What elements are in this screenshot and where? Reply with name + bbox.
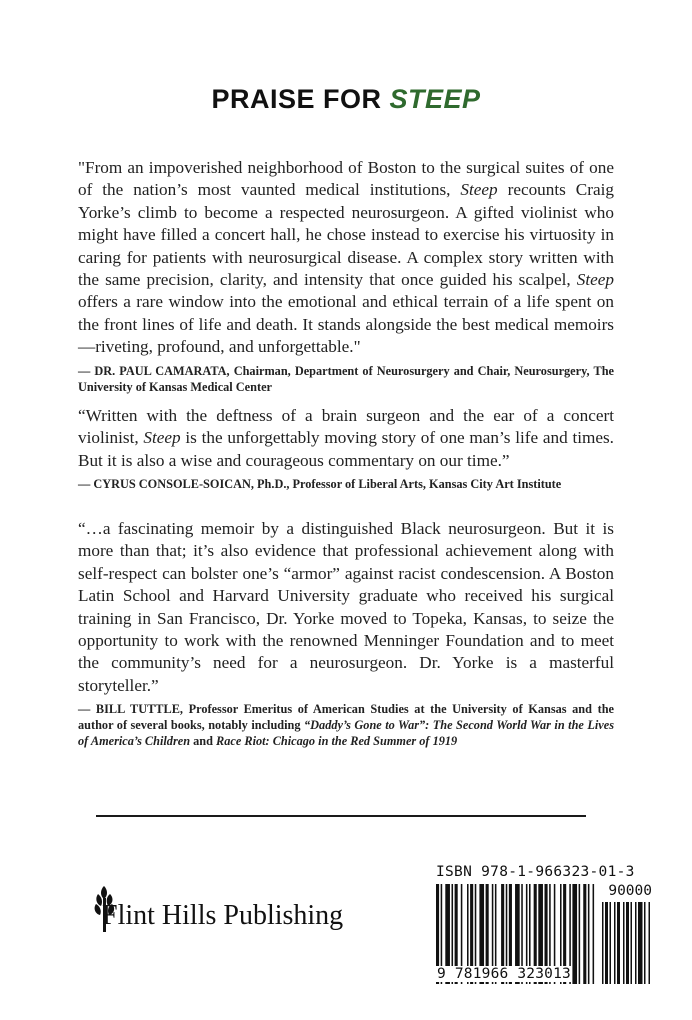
quote-text: recounts Craig Yorke’s climb to become a respected neurosurgeon. A gifted violinist who might have filled a concert hall, he chose instead to exercise his virtuosity in caring for patients with neurosurgical disease. A complex story written with the same precision, clarity, and intensity that once guided his scalpel, — [78, 180, 614, 290]
praise-blurb-3 — [78, 518, 614, 749]
title-prefix: PRAISE FOR — [211, 84, 390, 114]
book-title-italic: Steep — [576, 270, 614, 290]
quote-text: “Written with the deftness of a brain surgeon and the ear of a concert violinist, — [78, 406, 614, 448]
page-title — [0, 84, 692, 115]
quote-text: offers a rare window into the emotional and ethical terrain of a life spent on the front lines of life and death. It stands alongside the best medical memoirs—riveting, profound, and unforgettable." — [78, 292, 614, 357]
blurb-quote — [78, 405, 614, 472]
blurb-attribution: — CYRUS CONSOLE-SOICAN, Ph.D., Professor of Liberal Arts, Kansas City Art Institute — [78, 477, 562, 492]
blurb-attribution — [78, 701, 614, 749]
blurb-attribution: — DR. PAUL CAMARATA, Chairman, Department of Neurosurgery and Chair, Neurosurgery, The University of Kansas Medical Center — [78, 363, 614, 394]
blurb-quote: “…a fascinating memoir by a distinguished Black neurosurgeon. But it is more than that; it’s also evidence that professional achievement along with self-respect can bolster one’s “armor” against racist condescension. A Boston Latin School and Harvard University graduate who received his surgical training in San Francisco, Dr. Yorke moved to Topeka, Kansas, to seize the opportunity to work with the renowned Menninger Foundation and to meet the community’s need for a neurosurgeon. Dr. Yorke is a masterful storyteller.” — [78, 519, 614, 695]
title-accent: STEEP — [389, 84, 481, 114]
cited-book-title: Race Riot: Chicago in the Red Summer of 1919 — [216, 734, 458, 749]
attribution-text: and — [190, 734, 217, 749]
isbn-label: ISBN 978-1-966323-01-3 — [436, 864, 635, 880]
isbn-barcode — [436, 864, 652, 988]
attribution-text: — BILL TUTTLE, Professor Emeritus of American Studies at the University of Kansas and the author of several books, notably including — [78, 702, 614, 733]
publisher-logo — [90, 880, 380, 940]
barcode-addon-digits: 90000 — [608, 883, 652, 899]
quote-text: "From an impoverished neighborhood of Boston to the surgical suites of one of the nation’s most vaunted medical institutions, — [78, 158, 614, 200]
publisher-name: Flint Hills Publishing — [102, 900, 344, 931]
ean-digits: 9 781966 323013 — [437, 966, 571, 982]
praise-blurb-1 — [78, 157, 614, 395]
blurb-quote — [78, 157, 614, 359]
praise-blurb-2 — [78, 405, 614, 492]
quote-text: is the unforgettably moving story of one man’s life and times. But it is also a wise and courageous commentary on our time.” — [78, 428, 614, 470]
cited-book-title: “Daddy’s Gone to War”: The Second World War in the Lives of America’s Children — [78, 718, 614, 749]
book-title-italic: Steep — [460, 180, 498, 200]
divider-rule — [96, 815, 586, 817]
book-title-italic: Steep — [143, 428, 181, 448]
